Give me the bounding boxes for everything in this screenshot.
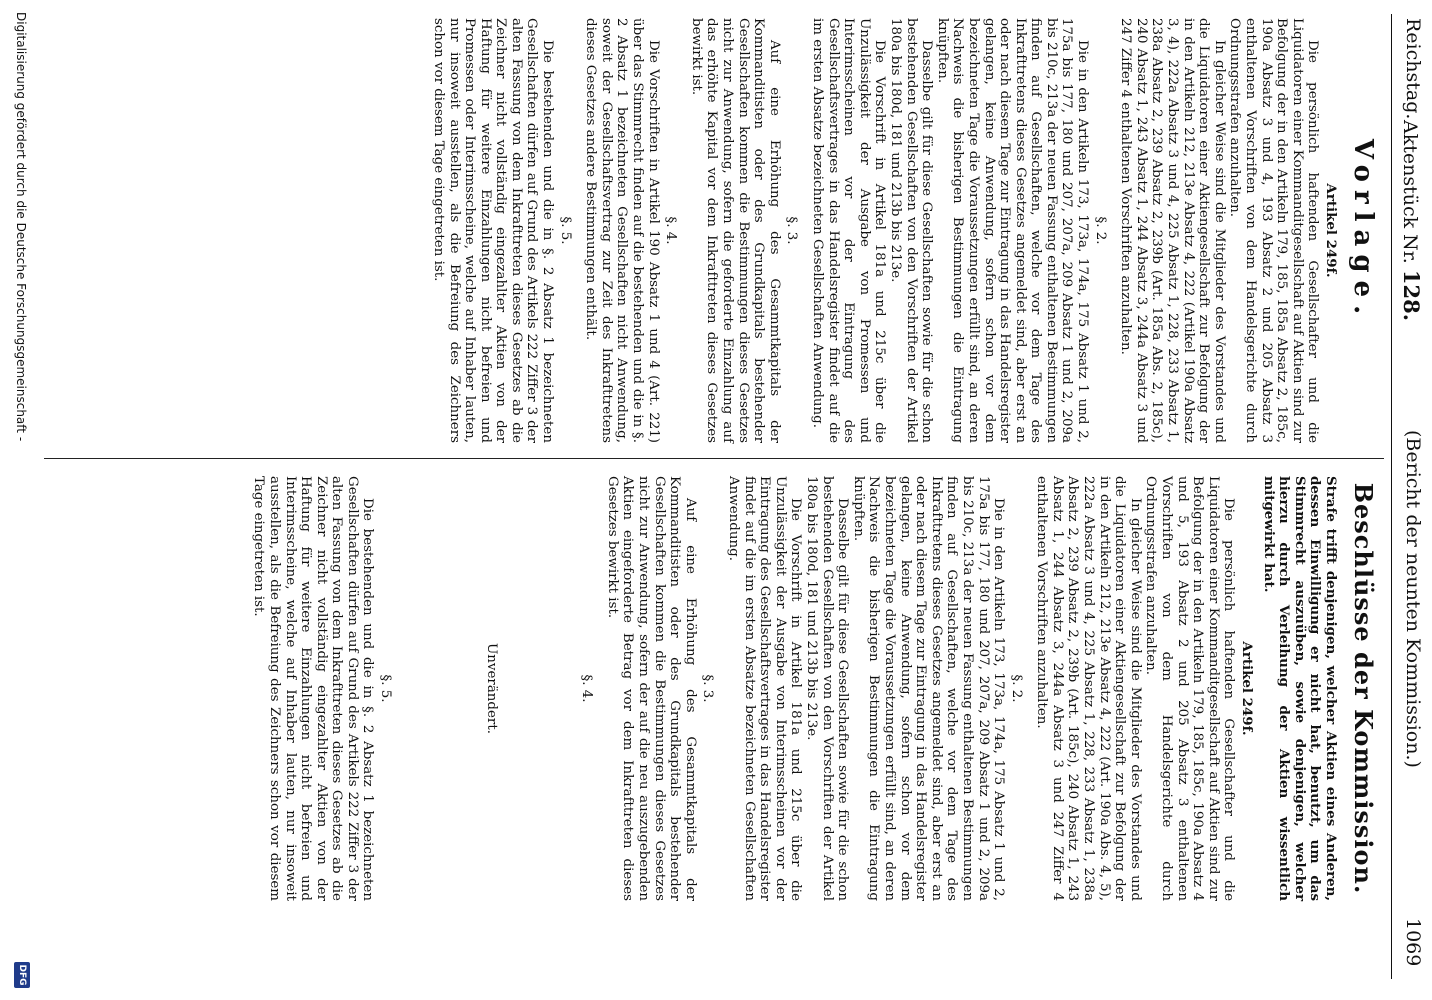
section-heading: §. 3. bbox=[784, 216, 800, 245]
paragraph: Die in den Artikeln 173, 173a, 174a, 175 Absatz 1 und 2, 175a bis 177, 180 und 207, 207a, 209 Absatz 1 und 2, 209a bis 210c, 213a der neuen Fassung enthaltenen Bestimmungen finden auf Gesellschaften, welche vor dem Tage des Inkrafttretens dieses Gesetzes angemeldet sind, aber erst an oder nach diesem Tage zur Eintragung in das Handelsregister gelangen, keine Anwendung, sofern schon vor dem bezeichneten Tage die Voraussetzungen erfüllt sind, an deren Nachweis die bisherigen Bestimmungen die Eintragung knüpften. bbox=[850, 476, 1007, 901]
section-heading: §. 3. bbox=[700, 674, 716, 703]
header-rule bbox=[1391, 14, 1392, 979]
section-heading: §. 2. bbox=[1092, 216, 1108, 245]
section-heading: §. 5. bbox=[557, 216, 573, 245]
paragraph: Die Vorschrift in Artikel 181a und 215c über die Unzulässigkeit der Ausgabe von Interimsscheinen vor der Eintragung des Gesellschaftsvertrages in das Handelsregister findet auf die im ersten Absatze bezeichneten Gesellschaften Anwendung. bbox=[726, 476, 804, 901]
right-column-body bbox=[251, 476, 1338, 901]
paragraph: Die persönlich haftenden Gesellschafter und die Liquidatoren einer Kommanditgesellschaft auf Aktien sind zur Befolgung der in den Artikeln 179, 185, 185c, 190a Absatz 4 und 5, 193 Absatz 2 und 205 Absatz 3 enthaltenen Vorschriften von dem Handelsgerichte durch Ordnungsstrafen anzuhalten. bbox=[1143, 476, 1237, 901]
paragraph: In gleicher Weise sind die Mitglieder des Vorstandes und die Liquidatoren einer Aktiengesellschaft zur Befolgung der in den Artikeln 212, 213e Absatz 4, 222 (Artikel 190a Absatz 3, 4), 222a Absatz 3 und 4, 225 Absatz 1, 228, 233 Absatz 1, 238a Absatz 2, 239 Absatz 2, 239b (Art. 185a Abs. 2, 185c), 240 Absatz 1, 243 Absatz 1, 244 Absatz 3, 244a Absatz 3 und 247 Ziffer 4 enthaltenen Vorschriften anzuhalten. bbox=[1118, 18, 1227, 443]
right-heading: Beschlüsse der Kommission. bbox=[1349, 482, 1378, 895]
paragraph: Die in den Artikeln 173, 173a, 174a, 175 Absatz 1 und 2, 175a bis 177, 180 und 207, 207a, 209 Absatz 1 und 2, 209a bis 210c, 213a der neuen Fassung enthaltenen Bestimmungen finden auf Gesellschaften, welche vor dem Tage des Inkrafttretens dieses Gesetzes angemeldet sind, aber erst an oder nach diesem Tage zur Eintragung in das Handelsregister gelangen, keine Anwendung, sofern schon vor dem bezeichneten Tage die Voraussetzungen erfüllt sind, an deren Nachweis die bisherigen Bestimmungen die Eintragung knüpften. bbox=[934, 18, 1091, 443]
header-reichstag: Reichstag. bbox=[1402, 18, 1424, 120]
paragraph: In gleicher Weise sind die Mitglieder des Vorstandes und die Liquidatoren einer Aktiengesellschaft zur Befolgung der in den Artikeln 212, 213e Absatz 4, 222 (Art. 190a Abs. 4, 5), 222a Absatz 3 und 4, 225 Absatz 1, 228, 233 Absatz 1, 238a Absatz 2, 239 Absatz 2, 239b (Art. 185c), 240 Absatz 1, 243 Absatz 1, 244 Absatz 3, 244a Absatz 3 und 247 Ziffer 4 enthaltenen Vorschriften anzuhalten. bbox=[1034, 476, 1143, 901]
paragraph: Die Vorschrift in Artikel 181a und 215c über die Unzulässigkeit der Ausgabe von Promessen und Interimsscheinen vor der Eintragung des Gesellschaftsvertrages in das Handelsregister findet auf die im ersten Absatze bezeichneten Gesellschaften Anwendung. bbox=[810, 18, 888, 443]
article-heading: Artikel 249f. bbox=[1323, 183, 1339, 278]
section-heading: §. 4. bbox=[663, 216, 679, 245]
section-heading: §. 2. bbox=[1008, 674, 1024, 703]
paragraph: Dasselbe gilt für diese Gesellschaften sowie für die schon bestehenden Gesellschaften von den Vorschriften der Artikel 180a bis 180d, 181 und 213b bis 213e. bbox=[887, 18, 935, 443]
paragraph: Die persönlich haftenden Gesellschafter und die Liquidatoren einer Kommanditgesellschaft auf Aktien sind zur Befolgung der in den Artikeln 179, 185, 185a Absatz 2, 185c, 190a Absatz 3 und 4, 193 Absatz 2 und 205 Absatz 3 enthaltenen Vorschriften von dem Handelsgerichte durch Ordnungsstrafen anzuhalten. bbox=[1227, 18, 1321, 443]
header-aktenstueck bbox=[1399, 120, 1424, 321]
left-column-body bbox=[430, 18, 1338, 443]
paragraph: Dasselbe gilt für diese Gesellschaften sowie für die schon bestehenden Gesellschaften von den Vorschriften der Artikel 180a bis 180d, 181 und 213b bis 213e. bbox=[804, 476, 851, 901]
paragraph: Auf eine Erhöhung des Gesammtkapitals der Kommanditisten oder des Grundkapitals bestehender Gesellschaften kommen die Bestimmungen dieses Gesetzes nicht zur Anwendung, sofern die geforderte Einzahlung auf das erhöhte Kapital vor dem Inkrafttreten dieses Gesetzes bewirkt ist. bbox=[688, 18, 782, 443]
right-column-beschluesse bbox=[251, 476, 1384, 901]
page-header bbox=[1392, 0, 1432, 1000]
article-heading: Artikel 249f. bbox=[1239, 641, 1256, 736]
header-aktenstueck-label: Aktenstück Nr. bbox=[1399, 120, 1421, 264]
column-divider bbox=[44, 458, 1384, 459]
page-number: 1069 bbox=[1402, 918, 1424, 967]
left-column-vorlage bbox=[430, 18, 1384, 443]
dfg-logo: DFG bbox=[14, 962, 30, 988]
left-heading: Vorlage. bbox=[1348, 138, 1378, 323]
paragraph: Die bestehenden und die in §. 2 Absatz 1 bezeichneten Gesellschaften dürfen auf Grund des Artikels 222 Ziffer 3 der alten Fassung von dem Inkrafttreten dieses Gesetzes ab die Zeichner nicht vollständig eingezahlter Aktien von der Haftung für weitere Einzahlungen nicht befreien und Promessen oder Interimsscheine, welche auf Inhaber lauten, nur insoweit ausstellen, als die Befreiung des Zeichners schon vor diesem Tage eingetreten ist. bbox=[430, 18, 556, 443]
footer-text: Digitalisierung gefördert durch die Deutsche Forschungsgemeinschaft - bbox=[14, 12, 28, 442]
unchanged-note: Unverändert. bbox=[483, 643, 499, 734]
paragraph: Auf eine Erhöhung des Gesammtkapitals der Kommanditisten oder des Grundkapitals bestehender Gesellschaften kommen die Bestimmungen dieses Gesetzes nicht zur Anwendung, sofern der auf die neu auszugebenden Aktien eingeforderte Betrag vor dem Inkrafttreten dieses Gesetzes bewirkt ist. bbox=[604, 476, 698, 901]
paragraph-bold: Strafe trifft denjenigen, welcher Aktien eines Anderen, dessen Einwilligung er nicht hat, benutzt, um das Stimmrecht auszuüben, sowie denjenigen, welcher hierzu durch Verleihung der Aktien wissentlich mitgewirkt hat. bbox=[1260, 476, 1339, 901]
paragraph: Die bestehenden und die in §. 2 Absatz 1 bezeichneten Gesellschaften dürfen auf Grund des Artikels 222 Ziffer 3 der alten Fassung von dem Inkrafttreten dieses Gesetzes ab die Zeichner nicht vollständig eingezahlter Aktien von der Haftung für weitere Einzahlungen nicht befreien und Interimsscheine, welche auf Inhaber lauten, nur insoweit ausstellen, als die Befreiung des Zeichners schon vor diesem Tage eingetreten ist. bbox=[251, 476, 376, 901]
header-report-title: (Bericht der neunten Kommission.) bbox=[1402, 430, 1424, 768]
section-heading: §. 5. bbox=[378, 674, 394, 703]
header-number: 128. bbox=[1399, 269, 1424, 322]
digitization-footer bbox=[2, 0, 38, 1000]
section-heading: §. 4. bbox=[579, 674, 595, 703]
paragraph: Die Vorschriften in Artikel 190 Absatz 1 und 4 (Art. 221) über das Stimmrecht finden auf die bestehenden und die in §. 2 Absatz 1 bezeichneten Gesellschaften nicht Anwendung, soweit der Gesellschaftsvertrag zur Zeit des Inkrafttretens dieses Gesetzes andere Bestimmungen enthält. bbox=[583, 18, 661, 443]
